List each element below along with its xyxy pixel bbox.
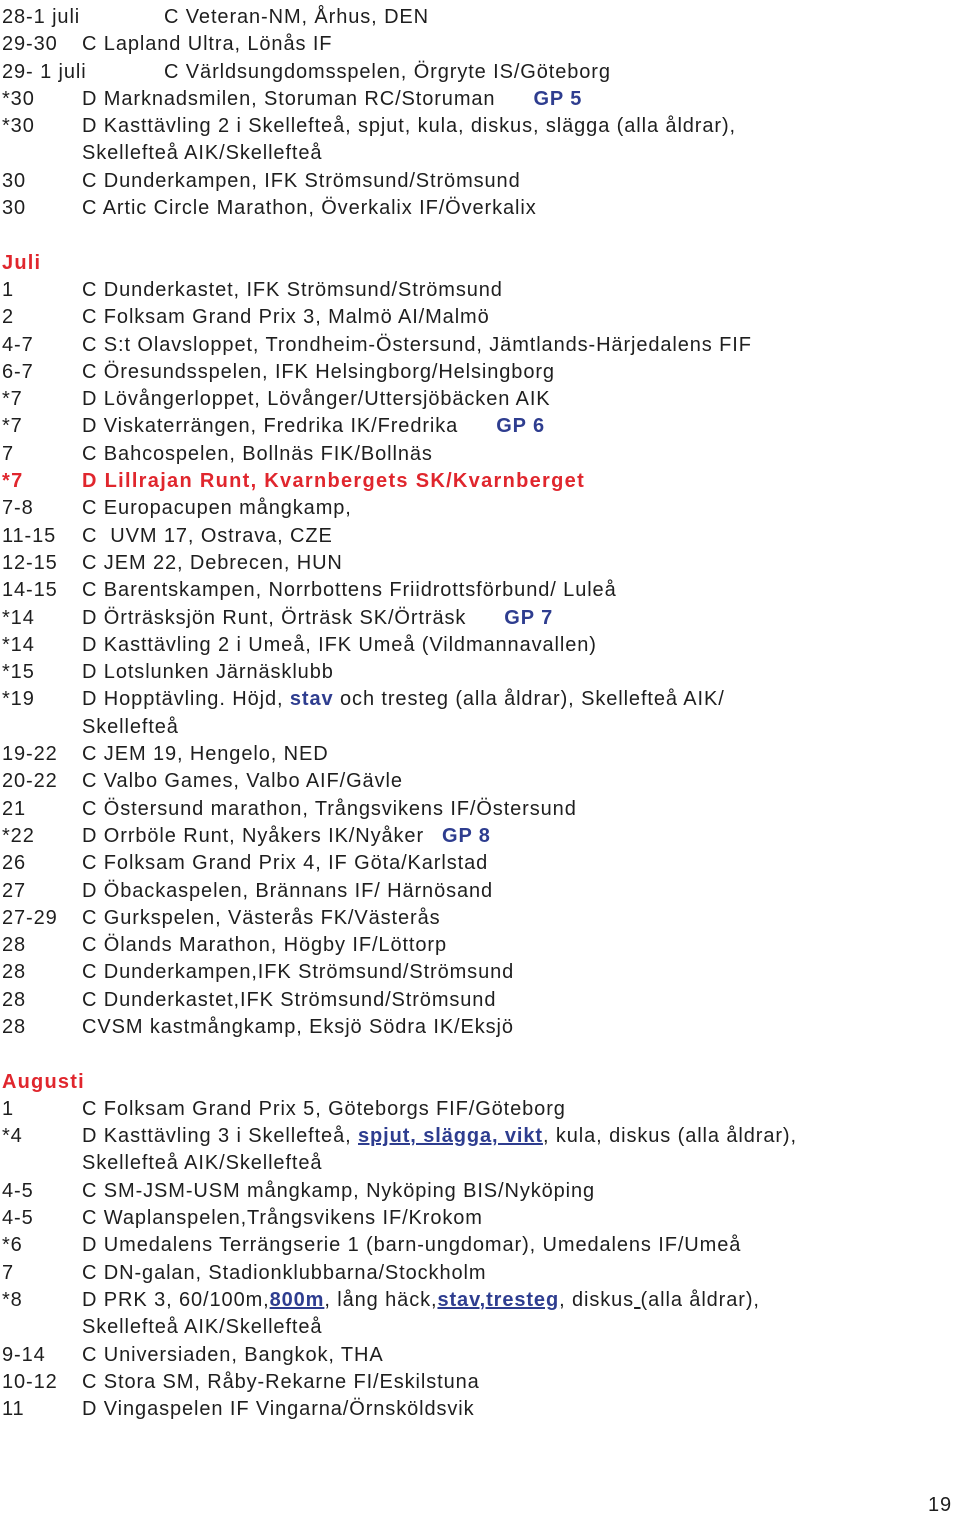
event-text: Skellefteå AIK/Skellefteå — [82, 142, 323, 165]
event-text: D Lillrajan Runt, Kvarnbergets SK/Kvarnberget — [82, 470, 586, 493]
event-date: 7-8 — [2, 497, 34, 520]
event-text: C Folksam Grand Prix 4, IF Göta/Karlstad — [82, 852, 489, 875]
event-text: , diskus — [559, 1288, 635, 1311]
event-row — [2, 31, 957, 58]
event-row — [2, 59, 957, 86]
event-date: 27 — [2, 879, 27, 902]
event-row — [2, 1096, 957, 1123]
event-row — [2, 1014, 957, 1041]
event-row-continuation — [2, 1150, 957, 1177]
event-date: 7 — [2, 442, 15, 465]
event-row — [2, 796, 957, 823]
event-text: D Kasttävling 3 i Skellefteå, — [82, 1125, 352, 1148]
event-link[interactable]: spjut, slägga, vikt — [358, 1125, 543, 1148]
event-row — [2, 1396, 957, 1423]
event-text: C Waplanspelen,Trångsvikens IF/Krokom — [82, 1207, 483, 1230]
event-text: C Världsungdomsspelen, Örgryte IS/Göteborg — [164, 60, 611, 83]
event-date: 30 — [2, 169, 27, 192]
event-date: 29- 1 juli — [2, 60, 87, 83]
event-date: 28 — [2, 1015, 27, 1038]
event-row — [2, 550, 957, 577]
spacer — [2, 222, 957, 249]
event-date: 2 — [2, 306, 15, 329]
event-text: D Hopptävling. Höjd, — [82, 688, 284, 711]
month-heading-augusti: Augusti — [2, 1070, 85, 1093]
event-text: D Örträsksjön Runt, Örträsk SK/Örträsk — [82, 606, 467, 629]
event-date: 9-14 — [2, 1343, 46, 1366]
event-text: C Europacupen mångkamp, — [82, 497, 352, 520]
event-text: C Bahcospelen, Bollnäs FIK/Bollnäs — [82, 442, 433, 465]
event-date: *19 — [2, 688, 35, 711]
event-text: C Ölands Marathon, Högby IF/Löttorp — [82, 934, 447, 957]
event-date: *22 — [2, 824, 35, 847]
event-row — [2, 987, 957, 1014]
event-text: C JEM 19, Hengelo, NED — [82, 743, 329, 766]
event-text: C SM-JSM-USM mångkamp, Nyköping BIS/Nyköping — [82, 1179, 596, 1202]
event-text: C Barentskampen, Norrbottens Friidrottsförbund/ Luleå — [82, 579, 617, 602]
event-date: *14 — [2, 606, 35, 629]
event-row — [2, 1369, 957, 1396]
event-date: 4-5 — [2, 1179, 34, 1202]
event-text: Skellefteå — [82, 715, 179, 738]
event-date: 26 — [2, 852, 27, 875]
event-text: C Dunderkampen,IFK Strömsund/Strömsund — [82, 961, 515, 984]
event-text: D Lövångerloppet, Lövånger/Uttersjöbäcken AIK — [82, 388, 551, 411]
event-date: 6-7 — [2, 360, 34, 383]
event-row — [2, 686, 957, 713]
grand-prix-badge: GP 7 — [504, 606, 554, 629]
event-date: *30 — [2, 87, 35, 110]
event-text: C Lapland Ultra, Lönås IF — [82, 33, 333, 56]
schedule-document — [2, 4, 957, 1423]
event-row — [2, 304, 957, 331]
event-text: C Dunderkastet, IFK Strömsund/Strömsund — [82, 278, 503, 301]
event-row — [2, 4, 957, 31]
event-date: *6 — [2, 1234, 23, 1257]
event-text: D Vingaspelen IF Vingarna/Örnsköldsvik — [82, 1398, 475, 1421]
event-date: 28 — [2, 988, 27, 1011]
event-date: *4 — [2, 1125, 23, 1148]
event-text: D PRK 3, 60/100m, — [82, 1288, 270, 1311]
event-date: *8 — [2, 1288, 23, 1311]
event-row — [2, 1178, 957, 1205]
event-text: C Folksam Grand Prix 3, Malmö AI/Malmö — [82, 306, 490, 329]
event-row — [2, 113, 957, 140]
event-row — [2, 168, 957, 195]
event-date: *7 — [2, 470, 24, 493]
event-text: C JEM 22, Debrecen, HUN — [82, 551, 343, 574]
event-row — [2, 823, 957, 850]
month-heading-juli: Juli — [2, 251, 42, 274]
event-date: 19-22 — [2, 743, 58, 766]
event-text: C Folksam Grand Prix 5, Göteborgs FIF/Göteborg — [82, 1097, 566, 1120]
event-row — [2, 577, 957, 604]
event-text: C Artic Circle Marathon, Överkalix IF/Överkalix — [82, 197, 537, 220]
event-date: 1 — [2, 278, 15, 301]
event-text: C Öresundsspelen, IFK Helsingborg/Helsingborg — [82, 360, 555, 383]
event-date: 1 — [2, 1097, 15, 1120]
event-text: C Dunderkampen, IFK Strömsund/Strömsund — [82, 169, 521, 192]
event-row — [2, 932, 957, 959]
event-row — [2, 905, 957, 932]
event-text: C S:t Olavsloppet, Trondheim-Östersund, Jämtlands-Härjedalens FIF — [82, 333, 752, 356]
event-link[interactable]: 800m — [269, 1288, 325, 1311]
event-text: C Veteran-NM, Århus, DEN — [164, 6, 430, 28]
event-row — [2, 495, 957, 522]
event-row-highlighted — [2, 468, 957, 495]
event-text: C Östersund marathon, Trångsvikens IF/Östersund — [82, 797, 577, 820]
event-text: D Öbackaspelen, Brännans IF/ Härnösand — [82, 879, 494, 902]
event-row — [2, 741, 957, 768]
event-row — [2, 659, 957, 686]
event-date: 21 — [2, 797, 27, 820]
event-row — [2, 413, 957, 440]
event-text: , kula, diskus (alla åldrar), — [542, 1125, 797, 1148]
event-date: 14-15 — [2, 579, 58, 602]
event-date: 10-12 — [2, 1370, 58, 1393]
event-date: *30 — [2, 115, 35, 138]
event-date: 30 — [2, 197, 27, 220]
grand-prix-badge: GP 6 — [496, 415, 546, 438]
grand-prix-badge: GP 8 — [442, 824, 491, 847]
event-date: 7 — [2, 1261, 15, 1284]
event-row — [2, 632, 957, 659]
event-row — [2, 1123, 957, 1150]
event-row — [2, 1232, 957, 1259]
event-text: C UVM 17, Ostrava, CZE — [82, 524, 333, 547]
event-link[interactable]: stav,tresteg — [437, 1288, 560, 1311]
event-row — [2, 195, 957, 222]
event-text: C DN-galan, Stadionklubbarna/Stockholm — [82, 1261, 487, 1284]
event-text: D Orrböle Runt, Nyåkers IK/Nyåker — [82, 824, 425, 847]
event-text: Skellefteå AIK/Skellefteå — [82, 1316, 323, 1339]
event-date: 12-15 — [2, 551, 58, 574]
event-text: CVSM kastmångkamp, Eksjö Södra IK/Eksjö — [82, 1015, 514, 1038]
event-row — [2, 1260, 957, 1287]
event-text: , lång häck, — [324, 1288, 438, 1311]
event-text: Skellefteå AIK/Skellefteå — [82, 1152, 323, 1175]
event-date: 29-30 — [2, 33, 58, 56]
event-row — [2, 1287, 957, 1314]
event-date: 28 — [2, 934, 27, 957]
event-row — [2, 959, 957, 986]
event-row — [2, 768, 957, 795]
event-row — [2, 359, 957, 386]
event-text: C Valbo Games, Valbo AIF/Gävle — [82, 770, 403, 793]
event-row — [2, 332, 957, 359]
event-date: 4-5 — [2, 1207, 34, 1230]
event-text: D Lotslunken Järnäsklubb — [82, 661, 334, 684]
event-row-continuation — [2, 1314, 957, 1341]
event-text: (alla åldrar), — [640, 1288, 760, 1311]
event-date: *7 — [2, 388, 23, 411]
event-row — [2, 878, 957, 905]
event-row — [2, 850, 957, 877]
event-row-continuation — [2, 140, 957, 167]
event-text: D Kasttävling 2 i Umeå, IFK Umeå (Vildmannavallen) — [82, 633, 597, 656]
event-date: *14 — [2, 633, 35, 656]
event-text: och tresteg (alla åldrar), Skellefteå AIK/ — [340, 688, 725, 711]
event-date: 28 — [2, 961, 27, 984]
event-row — [2, 277, 957, 304]
event-row — [2, 1205, 957, 1232]
event-text: C Gurkspelen, Västerås FK/Västerås — [82, 906, 441, 929]
event-row — [2, 1342, 957, 1369]
event-text: D Viskaterrängen, Fredrika IK/Fredrika — [82, 415, 459, 438]
event-text: C Dunderkastet,IFK Strömsund/Strömsund — [82, 988, 497, 1011]
event-date: 4-7 — [2, 333, 34, 356]
event-text: D Kasttävling 2 i Skellefteå, spjut, kula, diskus, slägga (alla åldrar), — [82, 115, 736, 138]
spacer — [2, 1041, 957, 1068]
page-number: 19 — [927, 1494, 952, 1516]
event-date: 11-15 — [2, 524, 57, 547]
event-row — [2, 605, 957, 632]
event-date: 11 — [2, 1398, 25, 1421]
event-date: *7 — [2, 415, 23, 438]
event-row — [2, 523, 957, 550]
event-date: 27-29 — [2, 906, 58, 929]
event-text: C Universiaden, Bangkok, THA — [82, 1343, 384, 1366]
grand-prix-badge: GP 5 — [533, 87, 583, 110]
event-text: C Stora SM, Råby-Rekarne FI/Eskilstuna — [82, 1370, 480, 1393]
event-date: 20-22 — [2, 770, 58, 793]
event-row — [2, 86, 957, 113]
event-row — [2, 386, 957, 413]
event-text: D Marknadsmilen, Storuman RC/Storuman — [82, 87, 496, 110]
event-row-continuation — [2, 714, 957, 741]
event-date: *15 — [2, 661, 35, 684]
event-text: D Umedalens Terrängserie 1 (barn-ungdomar), Umedalens IF/Umeå — [82, 1234, 742, 1257]
event-date: 28-1 juli — [2, 6, 81, 28]
event-row — [2, 441, 957, 468]
event-highlight: stav — [289, 688, 334, 711]
